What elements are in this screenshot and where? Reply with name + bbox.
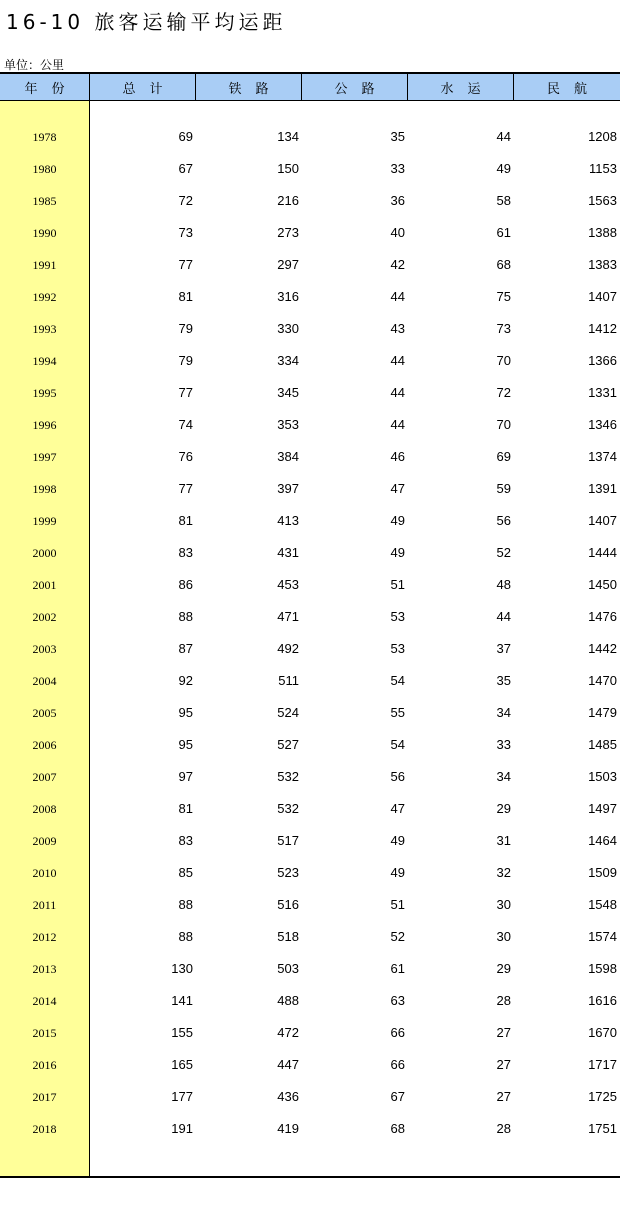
civil-aviation-cell: 1331 xyxy=(588,385,617,400)
waterway-cell: 44 xyxy=(496,609,511,624)
total-cell: 141 xyxy=(171,993,193,1008)
civil-aviation-cell: 1208 xyxy=(588,129,617,144)
civil-aviation-cell: 1717 xyxy=(588,1057,617,1072)
civil-aviation-cell: 1391 xyxy=(588,481,617,496)
civil-aviation-cell: 1383 xyxy=(588,257,617,272)
railway-cell: 419 xyxy=(277,1121,299,1136)
total-cell: 95 xyxy=(178,705,193,720)
waterway-cell: 27 xyxy=(496,1057,511,1072)
waterway-cell: 59 xyxy=(496,481,511,496)
total-cell: 81 xyxy=(178,289,193,304)
year-cell: 2002 xyxy=(32,610,57,624)
table-row xyxy=(0,569,620,601)
total-cell: 67 xyxy=(178,161,193,176)
year-cell: 1997 xyxy=(32,450,57,464)
header-highway: 公路 xyxy=(302,74,408,100)
year-cell: 2017 xyxy=(32,1090,57,1104)
civil-aviation-cell: 1412 xyxy=(588,321,617,336)
table-row xyxy=(0,793,620,825)
highway-cell: 49 xyxy=(390,545,405,560)
year-cell: 1985 xyxy=(32,194,57,208)
waterway-cell: 48 xyxy=(496,577,511,592)
highway-cell: 47 xyxy=(390,801,405,816)
civil-aviation-cell: 1444 xyxy=(588,545,617,560)
highway-cell: 33 xyxy=(390,161,405,176)
civil-aviation-cell: 1616 xyxy=(588,993,617,1008)
civil-aviation-cell: 1450 xyxy=(588,577,617,592)
waterway-cell: 70 xyxy=(496,353,511,368)
highway-cell: 36 xyxy=(390,193,405,208)
year-cell: 2008 xyxy=(32,802,57,816)
civil-aviation-cell: 1470 xyxy=(588,673,617,688)
year-cell: 2013 xyxy=(32,962,57,976)
highway-cell: 47 xyxy=(390,481,405,496)
table-row xyxy=(0,377,620,409)
table-row xyxy=(0,249,620,281)
total-cell: 81 xyxy=(178,513,193,528)
year-cell: 1990 xyxy=(32,226,57,240)
total-cell: 95 xyxy=(178,737,193,752)
year-cell: 2003 xyxy=(32,642,57,656)
civil-aviation-cell: 1388 xyxy=(588,225,617,240)
railway-cell: 503 xyxy=(277,961,299,976)
year-cell: 2006 xyxy=(32,738,57,752)
railway-cell: 447 xyxy=(277,1057,299,1072)
table-row xyxy=(0,985,620,1017)
civil-aviation-cell: 1479 xyxy=(588,705,617,720)
year-cell: 1996 xyxy=(32,418,57,432)
highway-cell: 44 xyxy=(390,353,405,368)
total-cell: 88 xyxy=(178,609,193,624)
waterway-cell: 30 xyxy=(496,929,511,944)
total-cell: 73 xyxy=(178,225,193,240)
railway-cell: 431 xyxy=(277,545,299,560)
highway-cell: 66 xyxy=(390,1025,405,1040)
total-cell: 92 xyxy=(178,673,193,688)
total-cell: 165 xyxy=(171,1057,193,1072)
year-cell: 2001 xyxy=(32,578,57,592)
railway-cell: 453 xyxy=(277,577,299,592)
civil-aviation-cell: 1725 xyxy=(588,1089,617,1104)
table-row xyxy=(0,921,620,953)
year-cell: 2004 xyxy=(32,674,57,688)
civil-aviation-cell: 1464 xyxy=(588,833,617,848)
waterway-cell: 52 xyxy=(496,545,511,560)
total-cell: 88 xyxy=(178,897,193,912)
table-row xyxy=(0,153,620,185)
table-row xyxy=(0,857,620,889)
table-bottom-border xyxy=(0,1176,620,1178)
total-cell: 88 xyxy=(178,929,193,944)
waterway-cell: 34 xyxy=(496,769,511,784)
highway-cell: 46 xyxy=(390,449,405,464)
waterway-cell: 27 xyxy=(496,1025,511,1040)
total-cell: 77 xyxy=(178,481,193,496)
total-cell: 87 xyxy=(178,641,193,656)
header-railway: 铁路 xyxy=(196,74,302,100)
table-row xyxy=(0,665,620,697)
railway-cell: 488 xyxy=(277,993,299,1008)
civil-aviation-cell: 1598 xyxy=(588,961,617,976)
waterway-cell: 68 xyxy=(496,257,511,272)
total-cell: 72 xyxy=(178,193,193,208)
table-row xyxy=(0,697,620,729)
header-civil-aviation: 民航 xyxy=(546,81,601,97)
year-cell: 2010 xyxy=(32,866,57,880)
railway-cell: 532 xyxy=(277,769,299,784)
highway-cell: 61 xyxy=(390,961,405,976)
highway-cell: 49 xyxy=(390,833,405,848)
railway-cell: 413 xyxy=(277,513,299,528)
waterway-cell: 28 xyxy=(496,993,511,1008)
highway-cell: 44 xyxy=(390,289,405,304)
railway-cell: 297 xyxy=(277,257,299,272)
year-cell: 2018 xyxy=(32,1122,57,1136)
total-cell: 79 xyxy=(178,353,193,368)
civil-aviation-cell: 1153 xyxy=(589,161,617,176)
highway-cell: 44 xyxy=(390,417,405,432)
total-cell: 77 xyxy=(178,385,193,400)
railway-cell: 273 xyxy=(277,225,299,240)
highway-cell: 63 xyxy=(390,993,405,1008)
waterway-cell: 44 xyxy=(496,129,511,144)
table-row xyxy=(0,473,620,505)
railway-cell: 436 xyxy=(277,1089,299,1104)
waterway-cell: 58 xyxy=(496,193,511,208)
railway-cell: 334 xyxy=(277,353,299,368)
table-row xyxy=(0,217,620,249)
total-cell: 85 xyxy=(178,865,193,880)
civil-aviation-cell: 1346 xyxy=(588,417,617,432)
table-row xyxy=(0,761,620,793)
highway-cell: 54 xyxy=(390,737,405,752)
railway-cell: 353 xyxy=(277,417,299,432)
total-cell: 69 xyxy=(178,129,193,144)
railway-cell: 397 xyxy=(277,481,299,496)
railway-cell: 517 xyxy=(277,833,299,848)
year-cell: 2011 xyxy=(32,898,57,912)
total-cell: 83 xyxy=(178,545,193,560)
year-cell: 2014 xyxy=(32,994,57,1008)
civil-aviation-cell: 1503 xyxy=(588,769,617,784)
waterway-cell: 73 xyxy=(496,321,511,336)
highway-cell: 53 xyxy=(390,641,405,656)
waterway-cell: 72 xyxy=(496,385,511,400)
waterway-cell: 61 xyxy=(496,225,511,240)
civil-aviation-cell: 1751 xyxy=(588,1121,617,1136)
railway-cell: 330 xyxy=(277,321,299,336)
table-row xyxy=(0,537,620,569)
header-total: 总计 xyxy=(90,74,196,100)
highway-cell: 49 xyxy=(390,513,405,528)
civil-aviation-cell: 1670 xyxy=(588,1025,617,1040)
table-row xyxy=(0,505,620,537)
waterway-cell: 69 xyxy=(496,449,511,464)
waterway-cell: 31 xyxy=(496,833,511,848)
year-cell: 2007 xyxy=(32,770,57,784)
year-cell: 1978 xyxy=(32,130,57,144)
total-cell: 191 xyxy=(171,1121,193,1136)
waterway-cell: 35 xyxy=(496,673,511,688)
waterway-cell: 29 xyxy=(496,961,511,976)
unit-label: 单位：公里 xyxy=(4,58,65,72)
civil-aviation-cell: 1509 xyxy=(588,865,617,880)
highway-cell: 54 xyxy=(390,673,405,688)
total-cell: 74 xyxy=(178,417,193,432)
highway-cell: 56 xyxy=(390,769,405,784)
table-row xyxy=(0,633,620,665)
year-cell: 1993 xyxy=(32,322,57,336)
highway-cell: 44 xyxy=(390,385,405,400)
civil-aviation-cell: 1563 xyxy=(588,193,617,208)
total-cell: 177 xyxy=(171,1089,193,1104)
year-cell: 2015 xyxy=(32,1026,57,1040)
table-row xyxy=(0,1049,620,1081)
railway-cell: 384 xyxy=(277,449,299,464)
waterway-cell: 27 xyxy=(496,1089,511,1104)
civil-aviation-cell: 1476 xyxy=(588,609,617,624)
civil-aviation-cell: 1497 xyxy=(588,801,617,816)
total-cell: 155 xyxy=(171,1025,193,1040)
civil-aviation-cell: 1407 xyxy=(588,513,617,528)
civil-aviation-cell: 1407 xyxy=(588,289,617,304)
railway-cell: 134 xyxy=(277,129,299,144)
year-cell: 2016 xyxy=(32,1058,57,1072)
total-cell: 130 xyxy=(171,961,193,976)
civil-aviation-cell: 1574 xyxy=(588,929,617,944)
railway-cell: 527 xyxy=(277,737,299,752)
railway-cell: 492 xyxy=(277,641,299,656)
waterway-cell: 37 xyxy=(496,641,511,656)
total-cell: 97 xyxy=(178,769,193,784)
railway-cell: 471 xyxy=(277,609,299,624)
year-cell: 2009 xyxy=(32,834,57,848)
waterway-cell: 75 xyxy=(496,289,511,304)
railway-cell: 472 xyxy=(277,1025,299,1040)
year-cell: 1991 xyxy=(32,258,57,272)
highway-cell: 42 xyxy=(390,257,405,272)
table-row xyxy=(0,601,620,633)
total-cell: 77 xyxy=(178,257,193,272)
waterway-cell: 32 xyxy=(496,865,511,880)
year-cell: 1998 xyxy=(32,482,57,496)
table-row xyxy=(0,313,620,345)
table-row xyxy=(0,121,620,153)
year-cell: 1995 xyxy=(32,386,57,400)
table-row xyxy=(0,889,620,921)
highway-cell: 51 xyxy=(390,577,405,592)
total-cell: 83 xyxy=(178,833,193,848)
table-row xyxy=(0,409,620,441)
header-waterway: 水运 xyxy=(408,74,514,100)
year-cell: 2000 xyxy=(32,546,57,560)
table-row xyxy=(0,441,620,473)
highway-cell: 53 xyxy=(390,609,405,624)
header-year: 年份 xyxy=(0,74,90,100)
waterway-cell: 56 xyxy=(496,513,511,528)
waterway-cell: 30 xyxy=(496,897,511,912)
total-cell: 81 xyxy=(178,801,193,816)
year-cell: 1980 xyxy=(32,162,57,176)
year-cell: 2012 xyxy=(32,930,57,944)
table-row xyxy=(0,729,620,761)
table-header xyxy=(0,72,620,101)
civil-aviation-cell: 1485 xyxy=(588,737,617,752)
waterway-cell: 49 xyxy=(496,161,511,176)
civil-aviation-cell: 1374 xyxy=(588,449,617,464)
highway-cell: 43 xyxy=(390,321,405,336)
total-cell: 76 xyxy=(178,449,193,464)
railway-cell: 524 xyxy=(277,705,299,720)
highway-cell: 49 xyxy=(390,865,405,880)
waterway-cell: 33 xyxy=(496,737,511,752)
highway-cell: 52 xyxy=(390,929,405,944)
civil-aviation-cell: 1442 xyxy=(588,641,617,656)
table-row xyxy=(0,185,620,217)
railway-cell: 511 xyxy=(278,673,299,688)
highway-cell: 40 xyxy=(390,225,405,240)
waterway-cell: 29 xyxy=(496,801,511,816)
year-cell: 2005 xyxy=(32,706,57,720)
waterway-cell: 34 xyxy=(496,705,511,720)
table-row xyxy=(0,825,620,857)
table-row xyxy=(0,1081,620,1113)
table-row xyxy=(0,281,620,313)
waterway-cell: 28 xyxy=(496,1121,511,1136)
highway-cell: 66 xyxy=(390,1057,405,1072)
highway-cell: 35 xyxy=(390,129,405,144)
railway-cell: 345 xyxy=(277,385,299,400)
highway-cell: 68 xyxy=(390,1121,405,1136)
civil-aviation-cell: 1548 xyxy=(588,897,617,912)
year-cell: 1999 xyxy=(32,514,57,528)
waterway-cell: 70 xyxy=(496,417,511,432)
highway-cell: 67 xyxy=(390,1089,405,1104)
highway-cell: 51 xyxy=(390,897,405,912)
railway-cell: 523 xyxy=(277,865,299,880)
total-cell: 79 xyxy=(178,321,193,336)
highway-cell: 55 xyxy=(390,705,405,720)
railway-cell: 316 xyxy=(277,289,299,304)
table-row xyxy=(0,1113,620,1145)
railway-cell: 532 xyxy=(277,801,299,816)
year-cell: 1992 xyxy=(32,290,57,304)
page-title: 16-10 旅客运输平均运距 xyxy=(6,10,287,34)
railway-cell: 150 xyxy=(277,161,299,176)
railway-cell: 216 xyxy=(277,193,299,208)
year-cell: 1994 xyxy=(32,354,57,368)
total-cell: 86 xyxy=(178,577,193,592)
railway-cell: 516 xyxy=(277,897,299,912)
table-row xyxy=(0,345,620,377)
railway-cell: 518 xyxy=(277,929,299,944)
table-row xyxy=(0,1017,620,1049)
civil-aviation-cell: 1366 xyxy=(588,353,617,368)
table-row xyxy=(0,953,620,985)
